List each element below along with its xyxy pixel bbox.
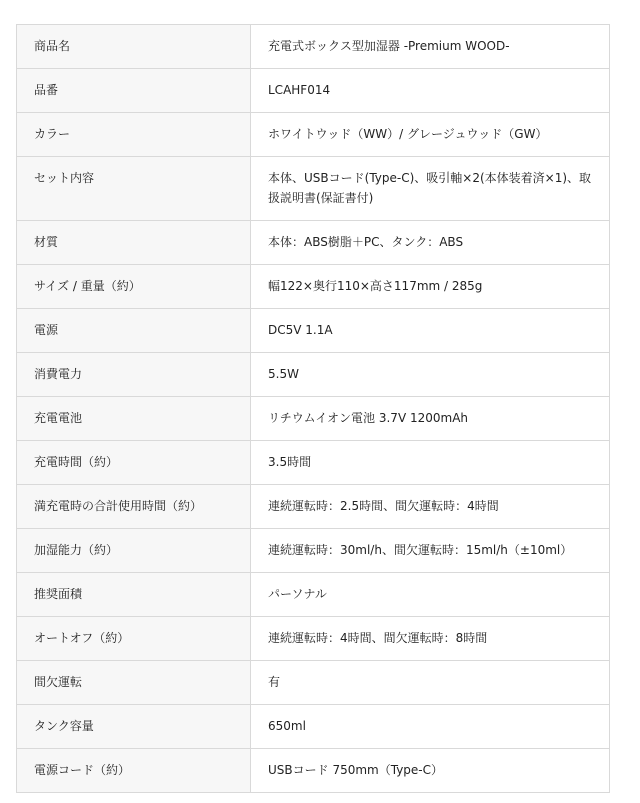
spec-value: ホワイトウッド（WW）/ グレージュウッド（GW） xyxy=(251,113,610,157)
spec-row-usage-time xyxy=(17,485,610,529)
spec-row-power-supply xyxy=(17,309,610,353)
spec-label: 加湿能力（約） xyxy=(17,529,251,573)
spec-label: 電源 xyxy=(17,309,251,353)
spec-value: 充電式ボックス型加湿器 -Premium WOOD- xyxy=(251,25,610,69)
spec-label: 品番 xyxy=(17,69,251,113)
spec-label: 間欠運転 xyxy=(17,661,251,705)
spec-row-product-name xyxy=(17,25,610,69)
spec-row-model-number xyxy=(17,69,610,113)
spec-value: 本体、USBコード(Type-C)、吸引軸×2(本体装着済×1)、取扱説明書(保証書付) xyxy=(251,157,610,221)
spec-label: 充電電池 xyxy=(17,397,251,441)
spec-row-tank-capacity xyxy=(17,705,610,749)
spec-label: カラー xyxy=(17,113,251,157)
spec-row-auto-off xyxy=(17,617,610,661)
spec-row-size-weight xyxy=(17,265,610,309)
spec-value: DC5V 1.1A xyxy=(251,309,610,353)
spec-row-humidify-capacity xyxy=(17,529,610,573)
spec-row-charge-time xyxy=(17,441,610,485)
spec-label: 消費電力 xyxy=(17,353,251,397)
spec-label: セット内容 xyxy=(17,157,251,221)
spec-value: パーソナル xyxy=(251,573,610,617)
spec-row-material xyxy=(17,221,610,265)
spec-value: 有 xyxy=(251,661,610,705)
spec-row-color xyxy=(17,113,610,157)
spec-label: サイズ / 重量（約） xyxy=(17,265,251,309)
spec-table-container xyxy=(16,24,610,793)
spec-value: 本体：ABS樹脂＋PC、タンク：ABS xyxy=(251,221,610,265)
spec-value: 650ml xyxy=(251,705,610,749)
spec-label: 電源コード（約） xyxy=(17,749,251,793)
spec-label: タンク容量 xyxy=(17,705,251,749)
spec-label: 充電時間（約） xyxy=(17,441,251,485)
spec-row-set-contents xyxy=(17,157,610,221)
spec-value: 3.5時間 xyxy=(251,441,610,485)
spec-row-intermittent-mode xyxy=(17,661,610,705)
spec-value: USBコード 750mm（Type-C） xyxy=(251,749,610,793)
spec-label: 満充電時の合計使用時間（約） xyxy=(17,485,251,529)
spec-value: 幅122×奥行110×高さ117mm / 285g xyxy=(251,265,610,309)
spec-table xyxy=(16,24,610,793)
spec-row-power-cord xyxy=(17,749,610,793)
spec-label: 商品名 xyxy=(17,25,251,69)
spec-row-power-consumption xyxy=(17,353,610,397)
spec-label: 推奨面積 xyxy=(17,573,251,617)
spec-value: 連続運転時：2.5時間、間欠運転時：4時間 xyxy=(251,485,610,529)
spec-value: 連続運転時：30ml/h、間欠運転時：15ml/h（±10ml） xyxy=(251,529,610,573)
spec-value: 5.5W xyxy=(251,353,610,397)
spec-value: 連続運転時：4時間、間欠運転時：8時間 xyxy=(251,617,610,661)
spec-row-battery xyxy=(17,397,610,441)
spec-label: オートオフ（約） xyxy=(17,617,251,661)
spec-value: リチウムイオン電池 3.7V 1200mAh xyxy=(251,397,610,441)
spec-row-recommended-area xyxy=(17,573,610,617)
spec-label: 材質 xyxy=(17,221,251,265)
spec-value: LCAHF014 xyxy=(251,69,610,113)
